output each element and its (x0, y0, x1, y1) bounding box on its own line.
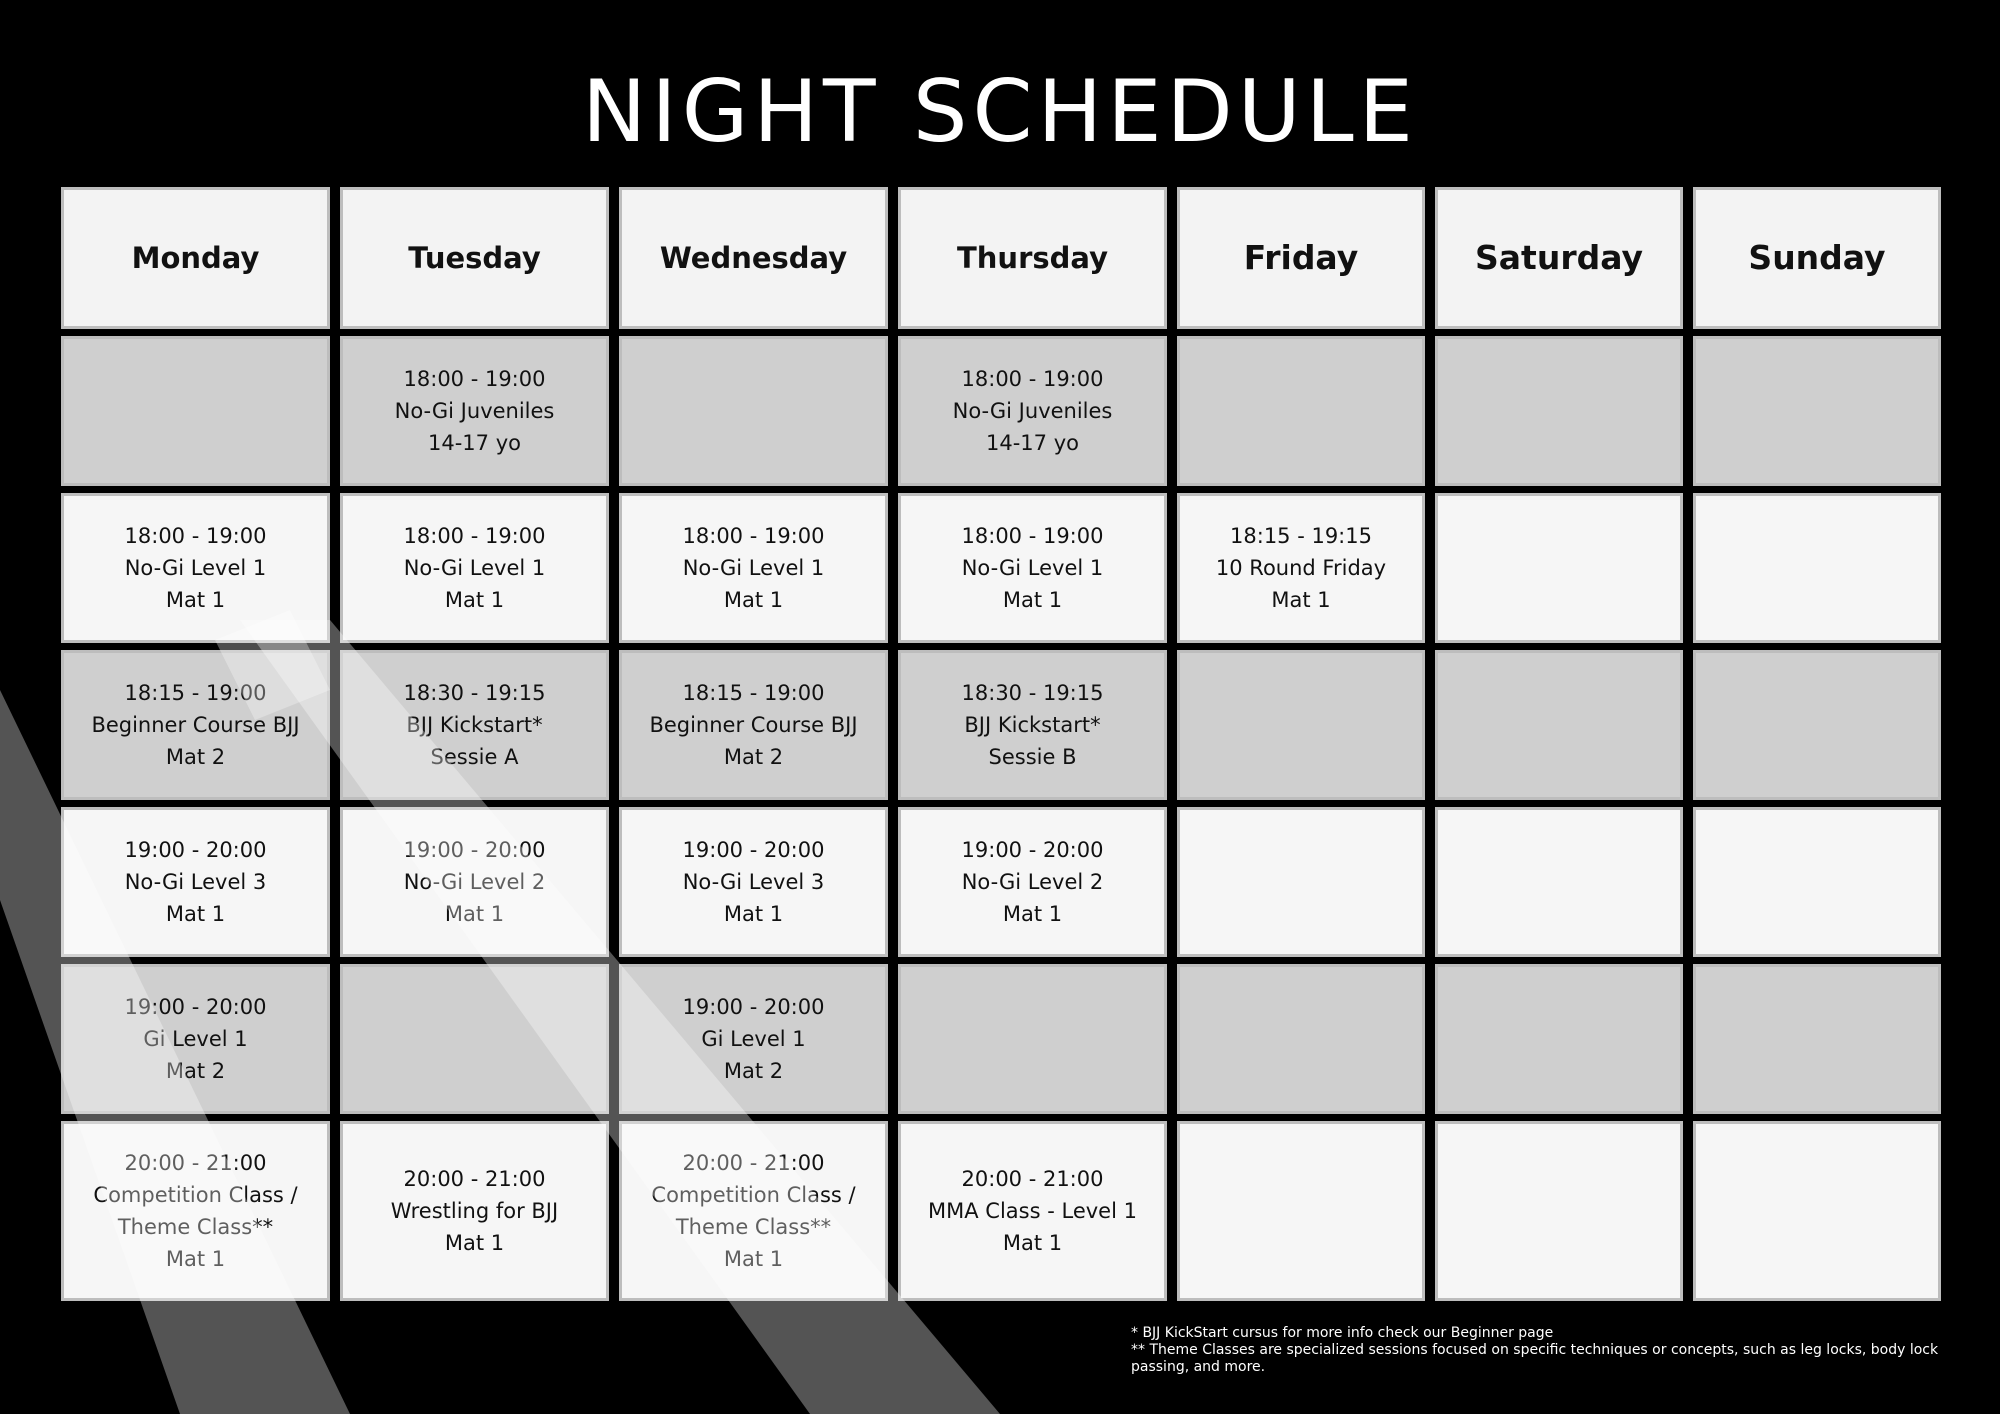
class-detail: Competition Class / (651, 1183, 856, 1207)
class-slot-monday-row3 (61, 650, 330, 800)
class-detail: Mat 1 (723, 1247, 784, 1271)
class-slot-saturday-row2 (1435, 493, 1683, 643)
footnotes (1131, 1325, 1981, 1376)
class-slot-wednesday-row4 (619, 807, 888, 957)
day-header-thursday: Thursday (898, 187, 1167, 329)
class-slot-thursday-row3 (898, 650, 1167, 800)
class-detail: No-Gi Level 2 (403, 870, 546, 894)
class-slot-monday-row2 (61, 493, 330, 643)
class-slot-sunday-row6 (1693, 1121, 1941, 1301)
class-detail: Sessie A (430, 745, 519, 769)
class-detail: No-Gi Level 1 (403, 556, 546, 580)
class-slot-saturday-row5 (1435, 964, 1683, 1114)
class-time: 20:00 - 21:00 (403, 1167, 546, 1191)
class-time: 20:00 - 21:00 (961, 1167, 1104, 1191)
class-detail: Mat 1 (165, 1247, 226, 1271)
class-time: 18:15 - 19:00 (682, 681, 825, 705)
class-slot-tuesday-row3 (340, 650, 609, 800)
class-detail: No-Gi Juveniles (952, 399, 1113, 423)
class-detail: Mat 1 (444, 1231, 505, 1255)
class-detail: No-Gi Juveniles (394, 399, 555, 423)
class-detail: 14-17 yo (986, 431, 1079, 455)
class-detail: Beginner Course BJJ (649, 713, 858, 737)
class-time: 18:00 - 19:00 (403, 524, 546, 548)
class-slot-saturday-row3 (1435, 650, 1683, 800)
class-time: 18:00 - 19:00 (961, 367, 1104, 391)
footnote-kickstart: * BJJ KickStart cursus for more info check our Beginner page (1131, 1325, 1554, 1341)
class-detail: Mat 1 (723, 902, 784, 926)
class-slot-saturday-row4 (1435, 807, 1683, 957)
class-time: 19:00 - 20:00 (961, 838, 1104, 862)
class-slot-monday-row6 (61, 1121, 330, 1301)
class-time: 19:00 - 20:00 (124, 838, 267, 862)
class-detail: Beginner Course BJJ (91, 713, 300, 737)
class-time: 19:00 - 20:00 (682, 995, 825, 1019)
class-time: 18:30 - 19:15 (961, 681, 1104, 705)
class-slot-monday-row5 (61, 964, 330, 1114)
class-slot-friday-row5 (1177, 964, 1425, 1114)
class-slot-friday-row6 (1177, 1121, 1425, 1301)
class-detail: No-Gi Level 3 (682, 870, 825, 894)
class-slot-sunday-row3 (1693, 650, 1941, 800)
class-time: 18:15 - 19:15 (1230, 524, 1372, 548)
class-detail: Mat 2 (723, 745, 784, 769)
class-detail: Sessie B (988, 745, 1077, 769)
class-slot-wednesday-row3 (619, 650, 888, 800)
class-detail: Competition Class / (93, 1183, 298, 1207)
class-detail: Mat 1 (1002, 1231, 1063, 1255)
class-slot-monday-row4 (61, 807, 330, 957)
class-slot-saturday-row1 (1435, 336, 1683, 486)
class-slot-wednesday-row1 (619, 336, 888, 486)
class-time: 20:00 - 21:00 (124, 1151, 267, 1175)
class-time: 20:00 - 21:00 (682, 1151, 825, 1175)
class-slot-wednesday-row6 (619, 1121, 888, 1301)
class-slot-thursday-row4 (898, 807, 1167, 957)
class-detail: No-Gi Level 3 (124, 870, 267, 894)
class-detail: Mat 1 (1271, 588, 1331, 612)
class-time: 19:00 - 20:00 (124, 995, 267, 1019)
class-time: 18:00 - 19:00 (682, 524, 825, 548)
day-header-wednesday: Wednesday (619, 187, 888, 329)
class-detail: Mat 1 (165, 902, 226, 926)
class-slot-thursday-row6 (898, 1121, 1167, 1301)
day-header-tuesday: Tuesday (340, 187, 609, 329)
class-detail: Mat 2 (165, 1059, 226, 1083)
class-detail: Theme Class** (675, 1215, 832, 1239)
class-slot-wednesday-row2 (619, 493, 888, 643)
class-detail: Mat 1 (1002, 588, 1063, 612)
class-detail: Mat 2 (723, 1059, 784, 1083)
class-slot-sunday-row2 (1693, 493, 1941, 643)
class-slot-tuesday-row5 (340, 964, 609, 1114)
class-detail: 10 Round Friday (1215, 556, 1387, 580)
class-time: 19:00 - 20:00 (682, 838, 825, 862)
class-slot-saturday-row6 (1435, 1121, 1683, 1301)
day-header-sunday: Sunday (1693, 187, 1941, 329)
day-header-friday: Friday (1177, 187, 1425, 329)
class-slot-tuesday-row1 (340, 336, 609, 486)
class-detail: No-Gi Level 1 (682, 556, 825, 580)
class-detail: Theme Class** (117, 1215, 274, 1239)
class-detail: No-Gi Level 1 (124, 556, 267, 580)
class-slot-tuesday-row2 (340, 493, 609, 643)
class-detail: Mat 1 (1002, 902, 1063, 926)
class-time: 19:00 - 20:00 (403, 838, 546, 862)
class-slot-tuesday-row4 (340, 807, 609, 957)
class-time: 18:00 - 19:00 (961, 524, 1104, 548)
class-detail: Gi Level 1 (143, 1027, 248, 1051)
class-slot-thursday-row2 (898, 493, 1167, 643)
class-detail: Mat 1 (165, 588, 226, 612)
class-detail: No-Gi Level 2 (961, 870, 1104, 894)
class-slot-sunday-row1 (1693, 336, 1941, 486)
class-time: 18:00 - 19:00 (124, 524, 267, 548)
class-detail: 14-17 yo (428, 431, 521, 455)
class-slot-friday-row3 (1177, 650, 1425, 800)
class-slot-thursday-row5 (898, 964, 1167, 1114)
class-time: 18:15 - 19:00 (124, 681, 267, 705)
class-slot-wednesday-row5 (619, 964, 888, 1114)
class-slot-thursday-row1 (898, 336, 1167, 486)
class-detail: No-Gi Level 1 (961, 556, 1104, 580)
page-title: NIGHT SCHEDULE (582, 62, 1418, 162)
class-slot-friday-row2 (1177, 493, 1425, 643)
class-slot-friday-row4 (1177, 807, 1425, 957)
class-detail: Mat 1 (723, 588, 784, 612)
class-slot-friday-row1 (1177, 336, 1425, 486)
class-slot-monday-row1 (61, 336, 330, 486)
class-detail: Mat 2 (165, 745, 226, 769)
schedule-grid (61, 187, 1941, 1301)
class-time: 18:30 - 19:15 (403, 681, 546, 705)
class-detail: Wrestling for BJJ (390, 1199, 559, 1223)
class-detail: Gi Level 1 (701, 1027, 806, 1051)
class-detail: BJJ Kickstart* (406, 713, 543, 737)
class-detail: MMA Class - Level 1 (928, 1199, 1137, 1223)
footnote-theme-classes: ** Theme Classes are specialized sessions focused on specific techniques or concepts, such as leg locks, body lock passing, and more. (1131, 1342, 1939, 1375)
class-detail: Mat 1 (444, 902, 505, 926)
class-time: 18:00 - 19:00 (403, 367, 546, 391)
class-slot-sunday-row5 (1693, 964, 1941, 1114)
class-slot-tuesday-row6 (340, 1121, 609, 1301)
class-detail: Mat 1 (444, 588, 505, 612)
class-slot-sunday-row4 (1693, 807, 1941, 957)
class-detail: BJJ Kickstart* (964, 713, 1101, 737)
day-header-monday: Monday (61, 187, 330, 329)
day-header-saturday: Saturday (1435, 187, 1683, 329)
